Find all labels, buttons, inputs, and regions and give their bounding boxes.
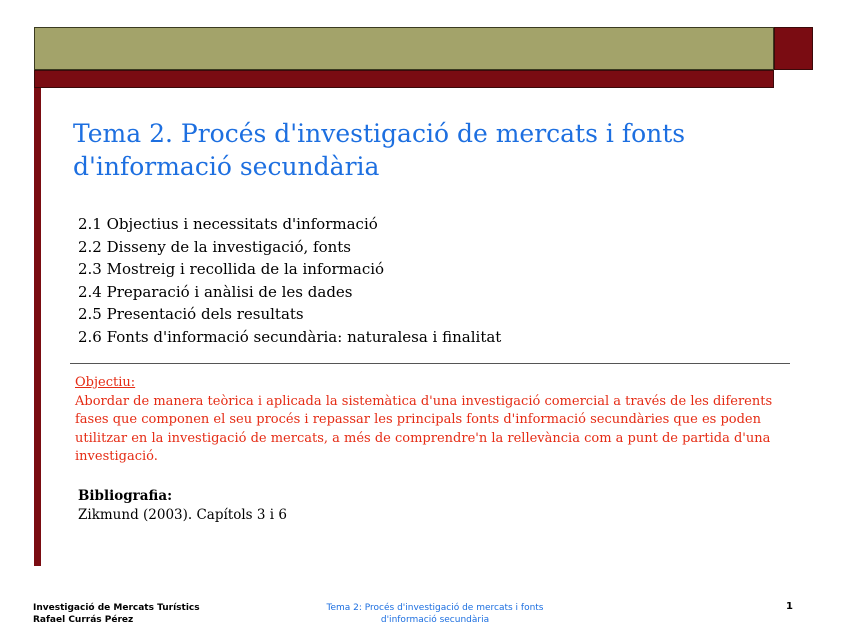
page-number: 1 xyxy=(786,601,793,612)
header-red-square xyxy=(774,27,813,70)
bibliography-reference: Zikmund (2003). Capítols 3 i 6 xyxy=(78,507,287,523)
footer-course: Investigació de Mercats Turístics xyxy=(33,603,200,613)
footer-topic-line2: d'informació secundària xyxy=(380,615,490,625)
topic-item: 2.4 Preparació i anàlisi de les dades xyxy=(78,282,353,301)
topic-item: 2.1 Objectius i necessitats d'informació xyxy=(78,215,378,233)
header-red-band xyxy=(34,70,774,88)
header-olive-band xyxy=(34,27,774,70)
objective-block xyxy=(75,374,795,467)
footer-topic xyxy=(290,602,580,626)
objective-heading: Objectiu: xyxy=(75,375,136,390)
topic-item: 2.6 Fonts d'informació secundària: naturalesa i finalitat xyxy=(78,327,502,346)
topic-item: 2.3 Mostreig i recollida de la informació xyxy=(78,260,385,278)
slide-title: Tema 2. Procés d'investigació de mercats i fonts d'informació secundària xyxy=(73,119,686,181)
left-vertical-bar xyxy=(34,88,41,566)
objective-text: Abordar de manera teòrica i aplicada la sistemàtica d'una investigació comercial a través de les diferents fases que componen el seu procés i repassar les principals fonts d'informació secundàries que es poden utilitzar en la investigació de mercats, a més de comprendre'n la rellevància com a punt de partida d'una investigació. xyxy=(75,393,773,465)
section-divider xyxy=(70,363,790,364)
bibliography-heading: Bibliografia: xyxy=(78,488,173,504)
footer-topic-line1: Tema 2: Procés d'investigació de mercats i fonts xyxy=(326,603,544,613)
topic-item: 2.2 Disseny de la investigació, fonts xyxy=(78,237,351,256)
footer-author xyxy=(33,602,200,626)
footer-author-name: Rafael Currás Pérez xyxy=(33,615,134,625)
topic-item: 2.5 Presentació dels resultats xyxy=(78,305,304,323)
topic-list xyxy=(78,213,778,348)
